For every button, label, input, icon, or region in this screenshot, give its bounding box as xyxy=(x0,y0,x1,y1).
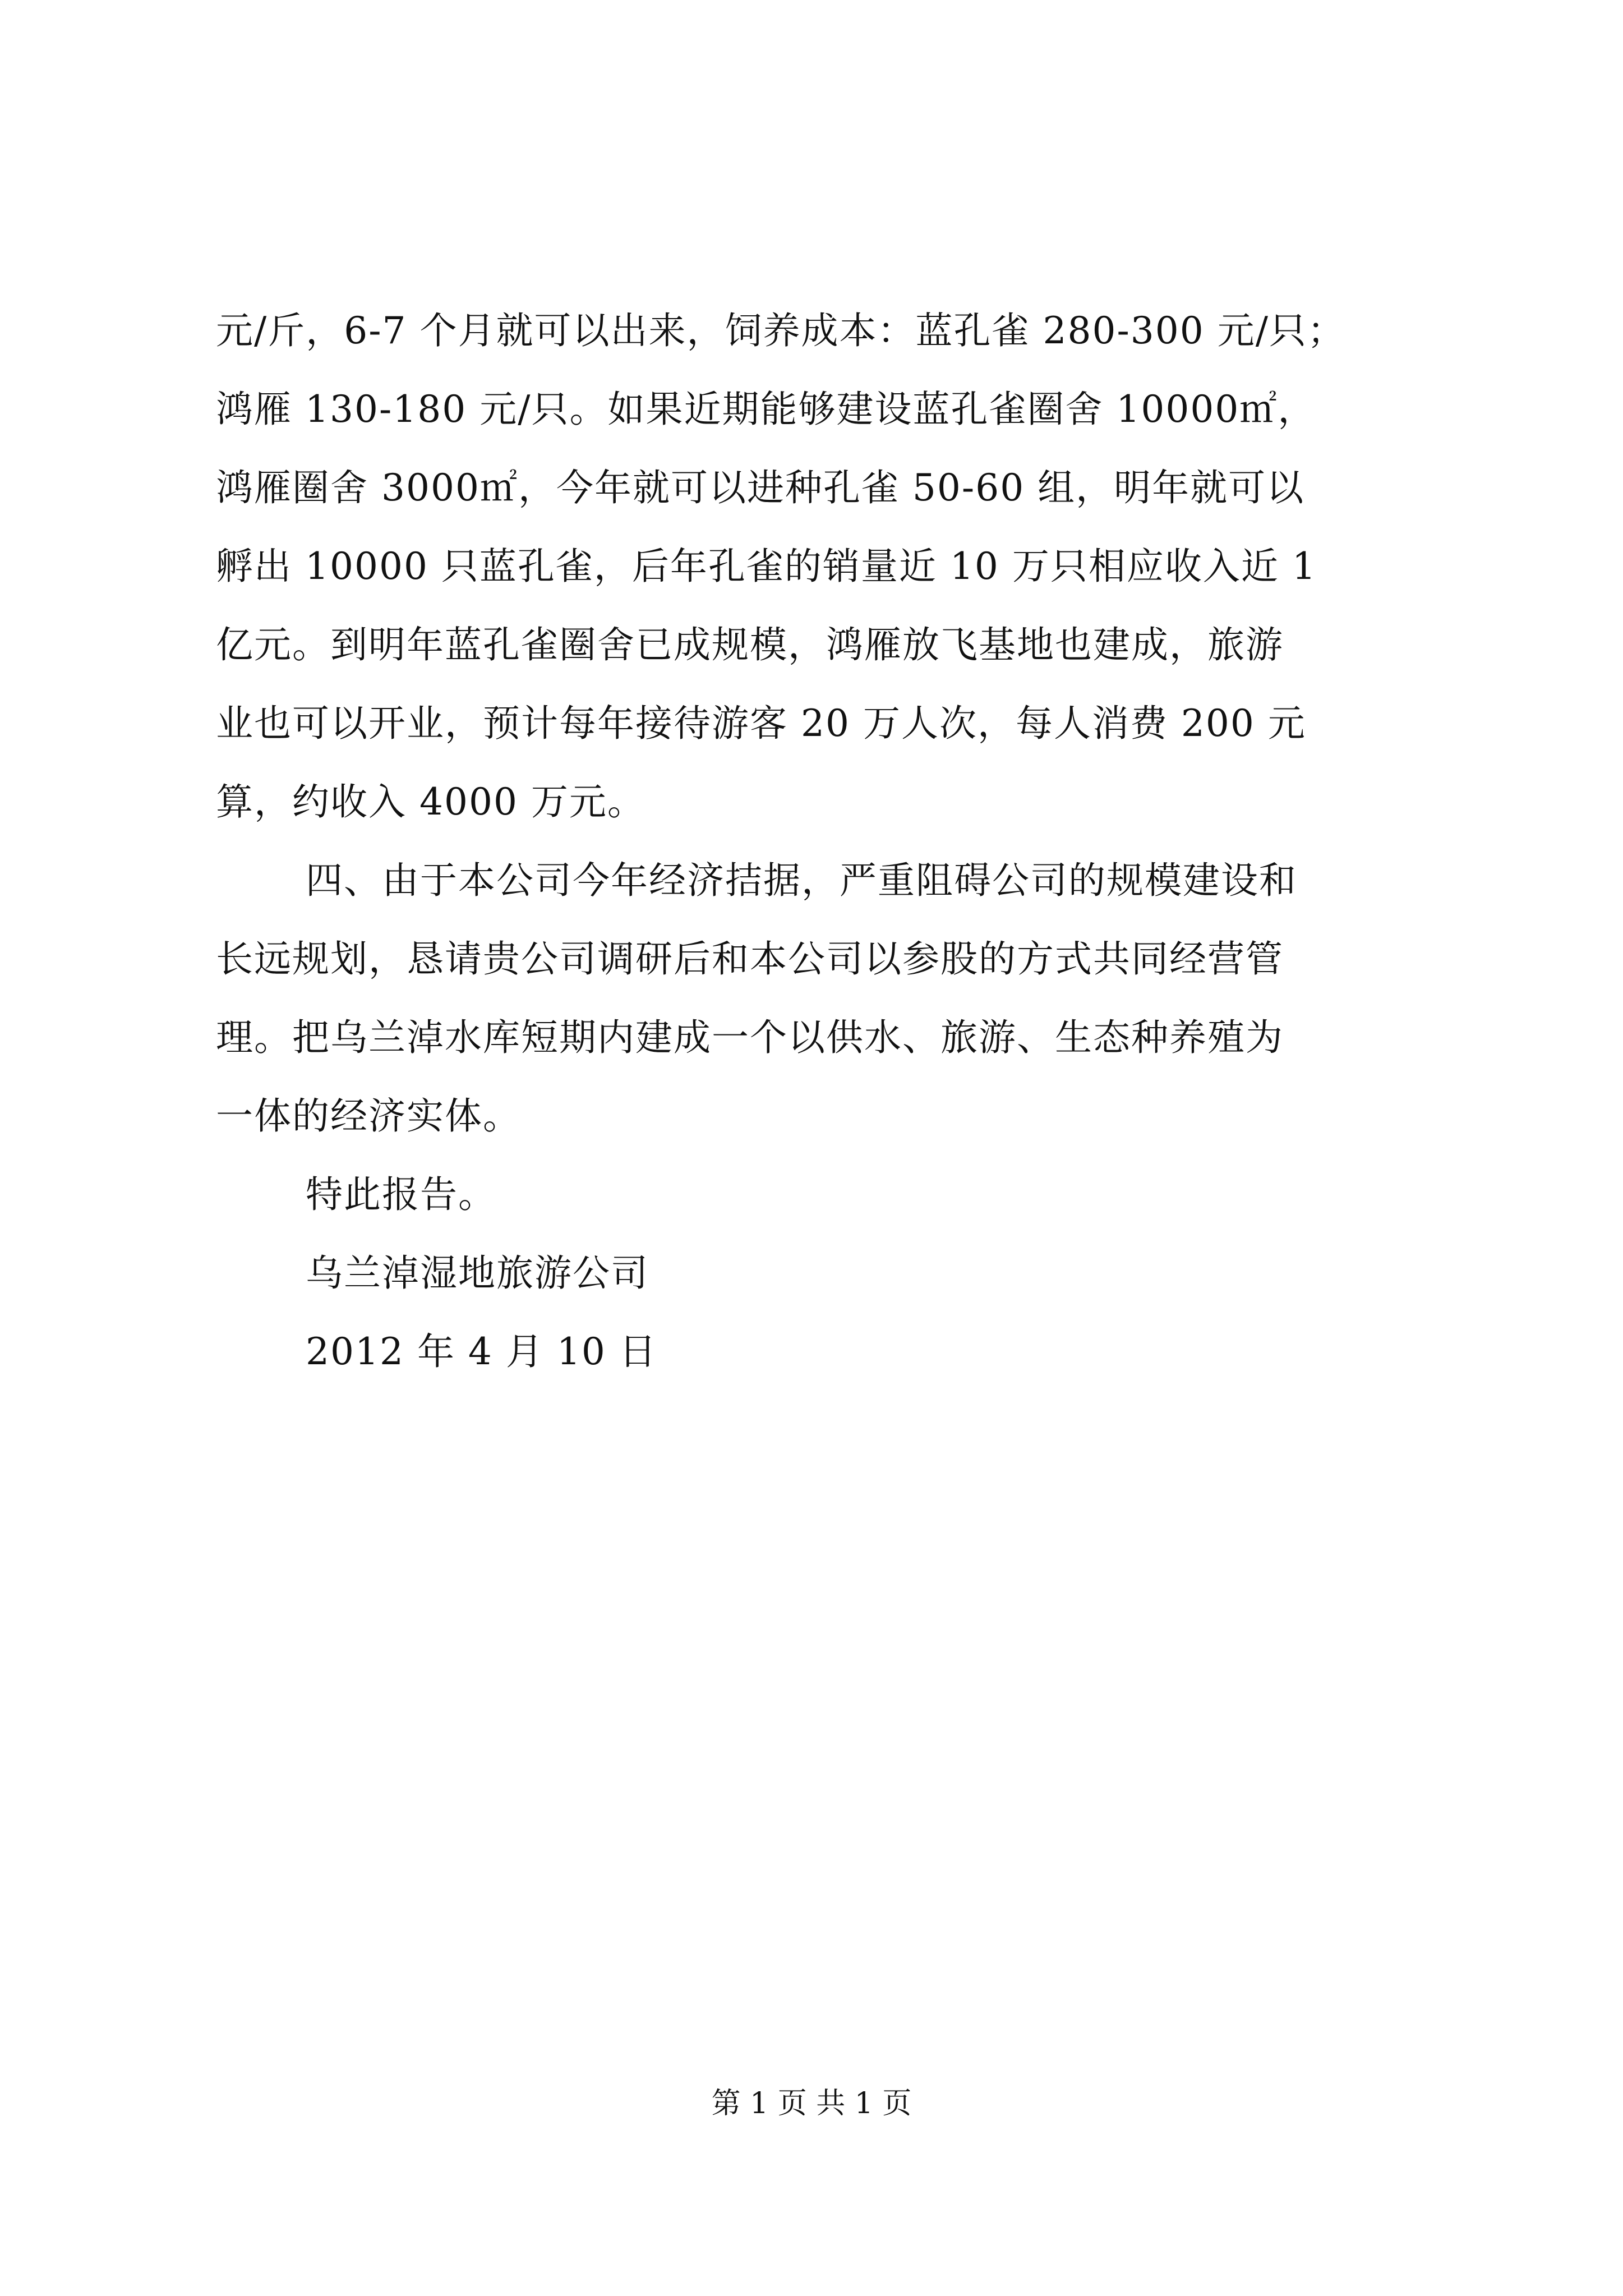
page-number-footer: 第 1 页 共 1 页 xyxy=(711,2087,912,2120)
paragraph-line: 元/斤，6-7 个月就可以出来，饲养成本：蓝孔雀 280-300 元/只； xyxy=(216,309,1345,352)
paragraph-line: 鸿雁圈舍 3000㎡，今年就可以进种孔雀 50-60 组，明年就可以 xyxy=(216,466,1305,509)
document-body xyxy=(216,292,1422,1391)
closing-line: 特此报告。 xyxy=(306,1173,496,1216)
paragraph-line: 业也可以开业，预计每年接待游客 20 万人次，每人消费 200 元 xyxy=(216,702,1306,745)
paragraph-line: 亿元。到明年蓝孔雀圈舍已成规模，鸿雁放飞基地也建成，旅游 xyxy=(216,623,1284,666)
paragraph-line: 算，约收入 4000 万元。 xyxy=(216,780,645,823)
signature-date: 2012 年 4 月 10 日 xyxy=(306,1330,657,1373)
paragraph-line: 四、由于本公司今年经济拮据，严重阻碍公司的规模建设和 xyxy=(306,859,1297,902)
paragraph-line: 鸿雁 130-180 元/只。如果近期能够建设蓝孔雀圈舍 10000㎡， xyxy=(216,388,1316,431)
paragraph-line: 一体的经济实体。 xyxy=(216,1094,521,1138)
paragraph-line: 理。把乌兰淖水库短期内建成一个以供水、旅游、生态种养殖为 xyxy=(216,1016,1284,1059)
paragraph-line: 孵出 10000 只蓝孔雀，后年孔雀的销量近 10 万只相应收入近 1 xyxy=(216,545,1317,588)
signature-company: 乌兰淖湿地旅游公司 xyxy=(306,1251,649,1295)
paragraph-line: 长远规划，恳请贵公司调研后和本公司以参股的方式共同经营管 xyxy=(216,937,1284,981)
